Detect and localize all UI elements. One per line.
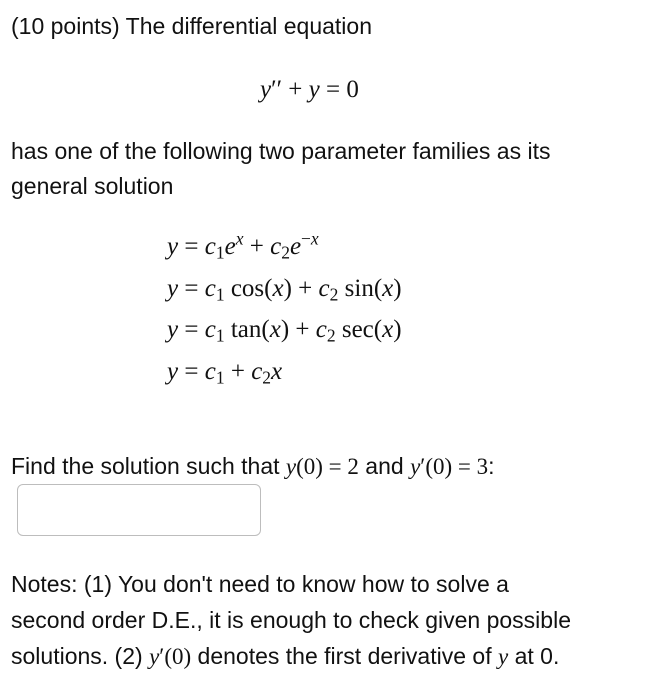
intro-text-line-2: general solution [11,173,174,199]
answer-prompt: Find the solution such that y(0) = 2 and y′(0) = 3: [11,453,495,479]
solution-family-1: $y = c_1e^x + c_2e^{-x}$ [167,228,319,263]
question-title: (10 points) The differential equation [11,13,373,39]
solution-family-4: $y = c_1 + c_2x$ [167,358,283,388]
notes-line-2: second order D.E., it is enough to check given possible [11,607,571,633]
solution-family-3: $y = c_1$ $\tan(x) + c_2$ sec(x) [167,316,402,346]
differential-equation: y′′ + y = 0 [260,76,359,103]
solution-family-2: $y = c_1$ $\cos(x) + c_2$ sin(x) [167,275,402,305]
notes-line-1: Notes: (1) You don't need to know how to solve a [11,571,509,597]
answer-input[interactable] [17,484,261,536]
intro-text-line-1: has one of the following two parameter families as its [11,138,551,164]
notes-line-3: solutions. (2) y′(0) denotes the first derivative of y at 0. [11,643,560,669]
